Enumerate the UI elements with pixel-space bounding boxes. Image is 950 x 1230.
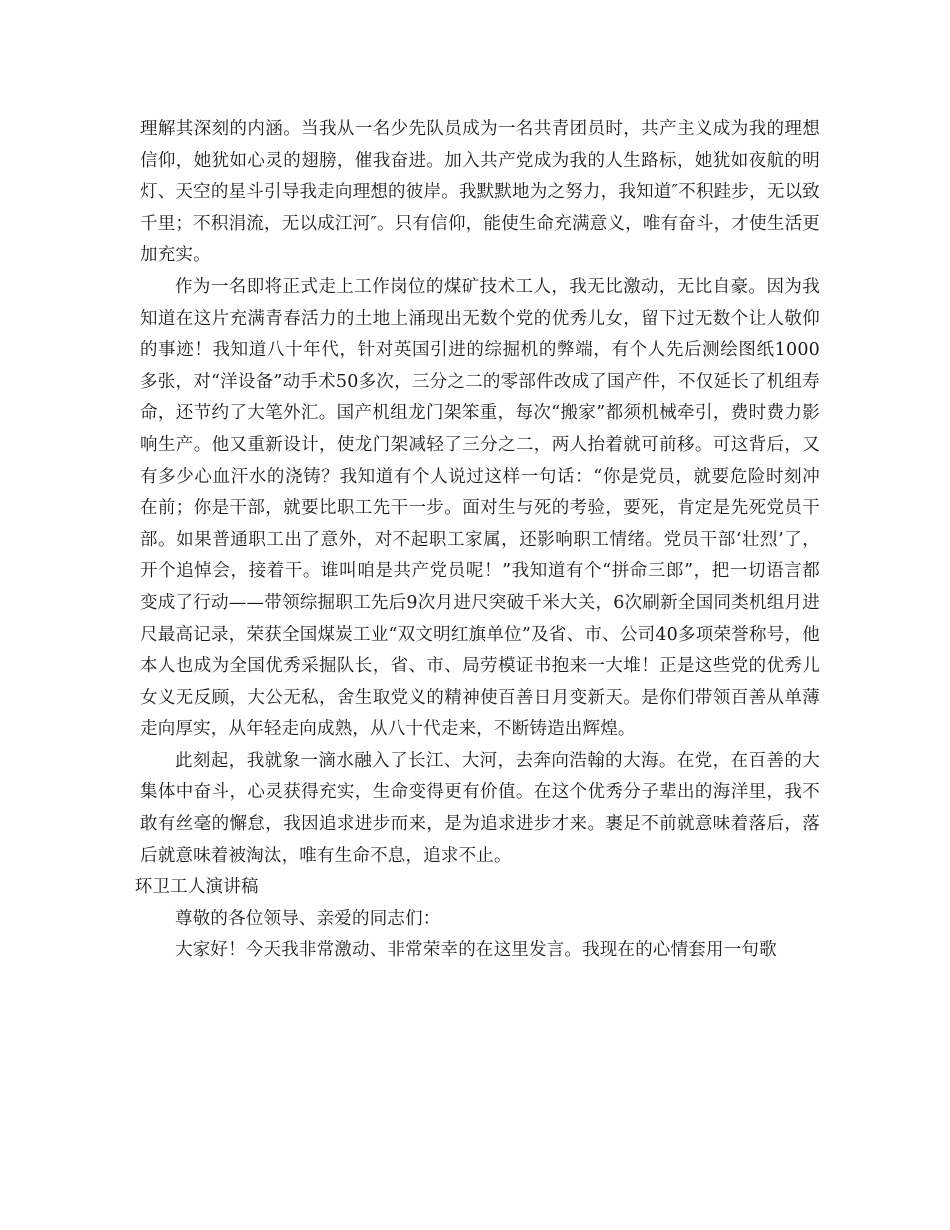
- salutation: 尊敬的各位领导、亲爱的同志们：: [175, 908, 441, 929]
- paragraph-3: 此刻起，我就象一滴水融入了长江、大河，去奔向浩翰的大海。在党，在百善的大集体中奋斗，心灵获得充实，生命变得更有价值。在这个优秀分子辈出的海洋里，我不敢有丝毫的懈怠，我因追求进步而来，是为追求进步才来。裹足不前就意味着落后，落后就意味着被淘汰，唯有生命不息，追求不止。: [140, 750, 820, 866]
- opening-line: 大家好！今天我非常激动、非常荣幸的在这里发言。我现在的心情套用一句歌: [175, 940, 777, 961]
- paragraph-1: 理解其深刻的内涵。当我从一名少先队员成为一名共青团员时，共产主义成为我的理想信仰，她犹如心灵的翅膀，催我奋进。加入共产党成为我的人生路标，她犹如夜航的明灯、天空的星斗引导我走向理想的彼岸。我默默地为之努力，我知道″不积跬步，无以致千里；不积涓流，无以成江河″。只有信仰，能使生命充满意义，唯有奋斗，才使生活更加充实。: [140, 119, 820, 266]
- paragraph-2: 作为一名即将正式走上工作岗位的煤矿技术工人，我无比激动，无比自豪。因为我知道在这片充满青春活力的土地上涌现出无数个党的优秀儿女，留下过无数个让人敬仰的事迹！我知道八十年代，针对英国引进的综掘机的弊端，有个人先后测绘图纸1000多张，对“洋设备”动手术50多次，三分之二的零部件改成了国产件，不仅延长了机组寿命，还节约了大笔外汇。国产机组龙门架笨重，每次“搬家”都须机械牵引，费时费力影响生产。他又重新设计，使龙门架减轻了三分之二，两人抬着就可前移。可这背后，又有多少心血汗水的浇铸？我知道有个人说过这样一句话：“你是党员，就要危险时刻冲在前；你是干部，就要比职工先干一步。面对生与死的考验，要死，肯定是先死党员干部。如果普通职工出了意外，对不起职工家属，还影响职工情绪。党员干部‘壮烈’了，开个追悼会，接着干。谁叫咱是共产党员呢！”我知道有个“拼命三郎”，把一切语言都变成了行动——带领综掘职工先后9次月进尺突破千米大关，6次刷新全国同类机组月进尺最高记录，荣获全国煤炭工业“双文明红旗单位”及省、市、公司40多项荣誉称号，他本人也成为全国优秀采掘队长，省、市、局劳模证书抱来一大堆！正是这些党的优秀儿女义无反顾，大公无私，舍生取党义的精神使百善日月变新天。是你们带领百善从单薄走向厚实，从年轻走向成熟，从八十代走来，不断铸造出辉煌。: [140, 276, 820, 740]
- section-title: 环卫工人演讲稿: [134, 877, 259, 898]
- document-body: [134, 114, 820, 967]
